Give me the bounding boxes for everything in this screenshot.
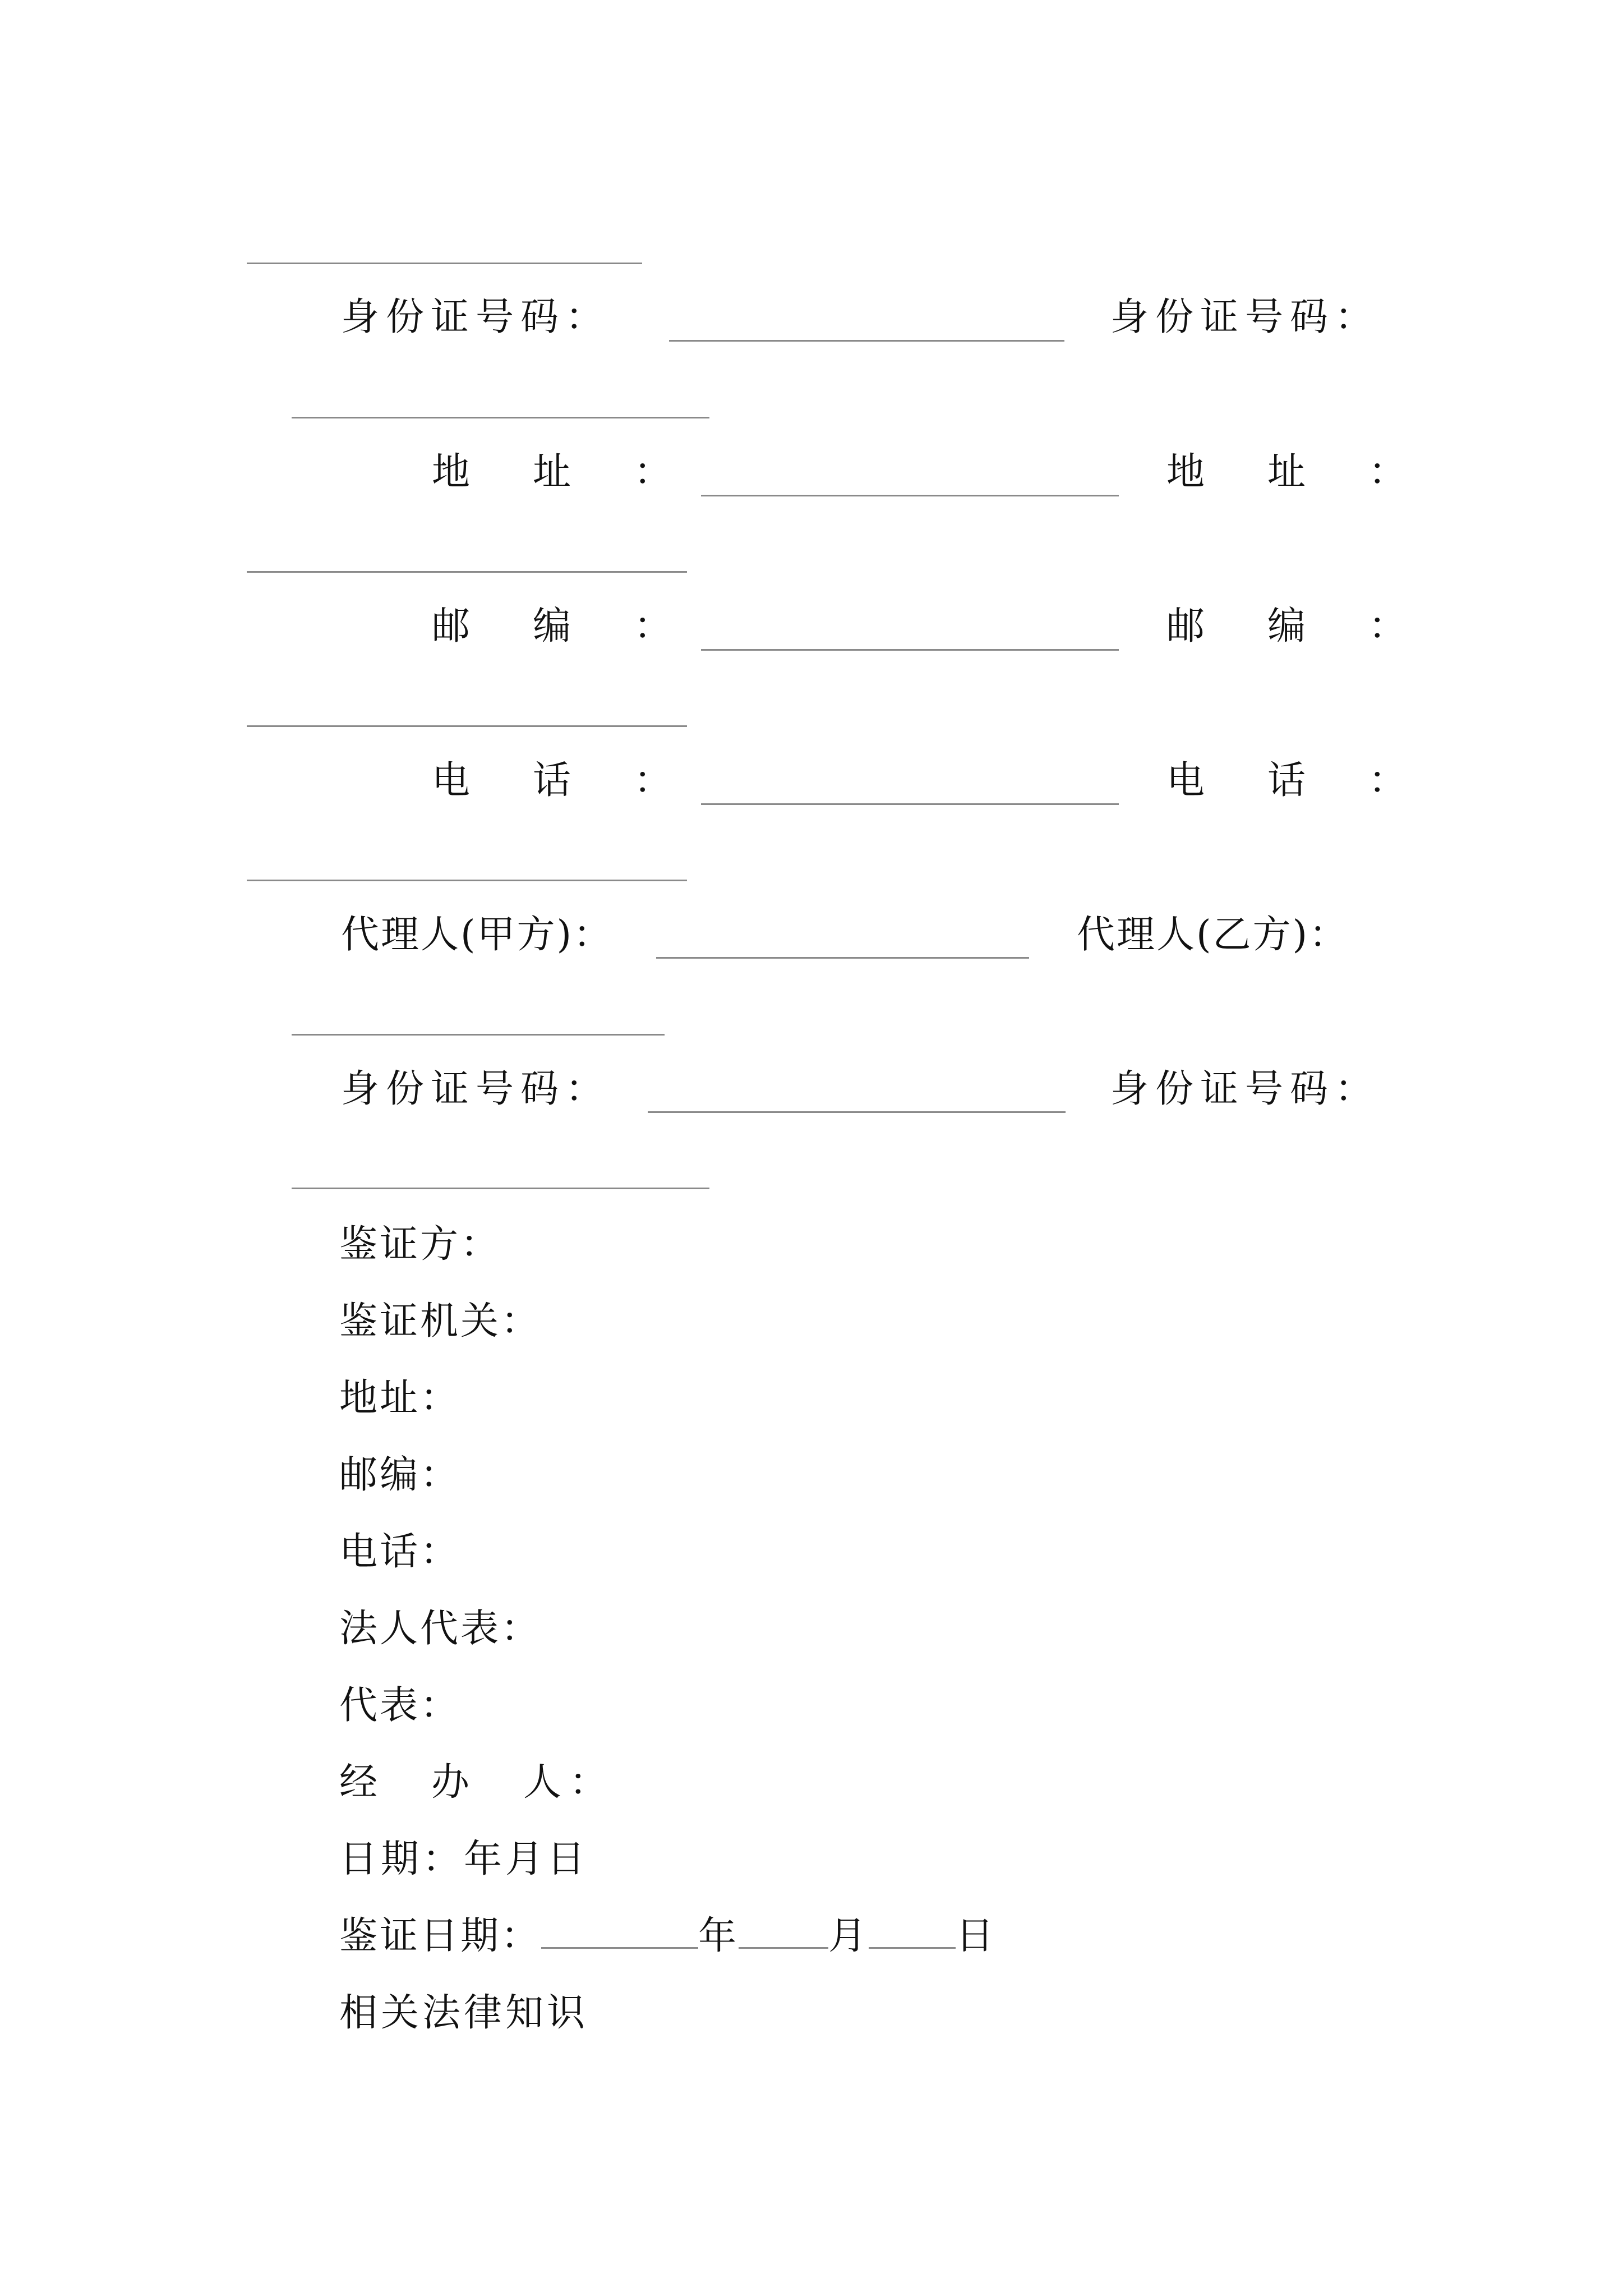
auth-month-field[interactable] [739,1918,828,1949]
handler-label: 经 办 人： [339,1760,616,1805]
agent-id-number-label-b: 身份证号码： [1110,1067,1380,1111]
postcode-field-a[interactable] [701,649,1119,651]
postcode-label-b: 邮 编 ： [1166,604,1419,648]
id-number-label-b: 身份证号码： [1110,295,1380,339]
agent-id-number-label-a: 身份证号码： [341,1067,611,1111]
legal-rep-label: 法人代表： [339,1607,542,1651]
id-number-field-b[interactable] [292,417,709,418]
authenticator-title: 鉴证方： [339,1222,501,1267]
related-law-heading: 相关法律知识 [339,1991,589,2035]
auth-year-label: 年 [698,1914,739,1958]
authority-postcode-label: 邮编： [339,1453,461,1497]
agent-a-field[interactable] [656,957,1029,959]
phone-field-a[interactable] [701,803,1119,805]
address-field-a[interactable] [701,495,1119,496]
address-label-b: 地 址 ： [1166,450,1419,494]
authority-label: 鉴证机关： [339,1299,542,1343]
agent-b-label: 代理人(乙方)： [1077,913,1349,957]
postcode-field-b[interactable] [247,725,687,727]
agent-id-number-field-b[interactable] [292,1188,709,1189]
blank-underline-top[interactable] [247,263,642,264]
auth-date-label: 鉴证日期： [339,1914,542,1958]
auth-month-label: 月 [828,1914,869,1958]
phone-label-a: 电 话 ： [432,758,685,803]
representative-label: 代表： [339,1683,461,1728]
agent-a-label: 代理人(甲方)： [341,913,614,957]
date-label: 日期：年月日 [339,1837,589,1881]
id-number-label-a: 身份证号码： [341,295,611,339]
auth-date-line [339,1914,997,1958]
auth-year-field[interactable] [541,1918,698,1949]
agent-id-number-field-a[interactable] [648,1111,1066,1113]
id-number-field-a[interactable] [669,340,1064,342]
authority-address-label: 地址： [339,1376,461,1420]
address-field-b[interactable] [247,571,687,573]
postcode-label-a: 邮 编 ： [432,604,685,648]
phone-label-b: 电 话 ： [1166,758,1419,803]
agent-b-field[interactable] [292,1034,665,1036]
auth-day-field[interactable] [869,1918,956,1949]
auth-day-label: 日 [956,1914,997,1958]
authority-phone-label: 电话： [339,1530,461,1574]
phone-field-b[interactable] [247,880,687,881]
address-label-a: 地 址 ： [432,450,685,494]
